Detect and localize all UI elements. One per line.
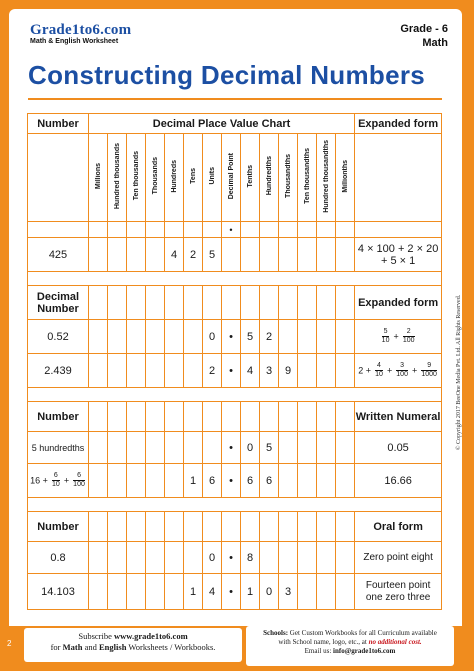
example-tens: 2 [184,238,203,272]
s3-r2-tenths: 1 [241,574,260,610]
s1-r1-number: 0.52 [28,320,89,354]
pv-millionths: Millionths [341,159,349,193]
s2-r2-tens: 1 [184,464,203,498]
example-hundreds: 4 [165,238,184,272]
site-logo [30,22,131,45]
s2-r2-hundredths: 6 [260,464,279,498]
place-value-table [27,113,442,610]
s1-r2-tenths: 4 [241,354,260,388]
s3-header-number: Number [28,512,89,542]
s2-header-written: Written Numeral [355,402,442,432]
s1-header-expanded: Expanded form [355,286,442,320]
s1-r1-hundredths: 2 [260,320,279,354]
site-name: Grade1to6.com [30,22,132,38]
s1-r2-units: 2 [203,354,222,388]
s3-r2-tens: 1 [184,574,203,610]
empty-cell [355,134,442,222]
s3-r2-number: 14.103 [28,574,89,610]
empty-cell [28,134,89,222]
pv-hundred-thousandths: Hundred thousandths [322,139,330,213]
pv-millions: Millions [94,162,102,190]
subject-text: Math [422,37,448,49]
schools-box: Schools: Get Custom Workbooks for all Curriculum available with School name, logo, etc., at no additional cost. Email us: info@grade1to6.com [246,626,454,666]
s2-r1-dot: • [222,432,241,464]
s1-r2-dot: • [222,354,241,388]
s2-r2-result: 16.66 [355,464,442,498]
s3-r2-hundredths: 0 [260,574,279,610]
title-divider [28,98,442,100]
pv-decimal-point: Decimal Point [227,152,235,200]
s3-r1-dot: • [222,542,241,574]
s3-r2-units: 4 [203,574,222,610]
s3-r1-number: 0.8 [28,542,89,574]
email-link[interactable]: info@grade1to6.com [333,647,396,655]
s1-r2-expanded: 2 + $\frac{4}{10}$ + $\frac{3}{100}$ + $\frac{9}{1000}$ [355,354,442,388]
col-header-expanded: Expanded form [355,114,442,134]
pv-units: Units [208,167,216,185]
s2-header-number: Number [28,402,89,432]
page-title: Constructing Decimal Numbers [28,60,426,90]
s1-r1-dot: • [222,320,241,354]
s1-r2-number: 2.439 [28,354,89,388]
s2-r2-tenths: 6 [241,464,260,498]
s1-r1-tenths: 5 [241,320,260,354]
s3-r2-thousandths: 3 [279,574,298,610]
s1-header-number: Decimal Number [28,286,89,320]
pv-thousands: Thousands [151,157,159,195]
s3-r2-oral: Fourteen point one zero three [355,574,442,610]
example-expanded: 4 × 100 + 2 × 20 + 5 × 1 [355,238,442,272]
s2-r2-dot: • [222,464,241,498]
example-number: 425 [28,238,89,272]
s2-r1-number: 5 hundredths [28,432,89,464]
col-header-chart: Decimal Place Value Chart [89,114,355,134]
s1-r2-hundredths: 3 [260,354,279,388]
grade-text: Grade - 6 [400,23,448,35]
s3-r1-oral: Zero point eight [355,542,442,574]
page-number: 2 [7,639,12,648]
s1-r1-units: 0 [203,320,222,354]
col-header-number: Number [28,114,89,134]
s3-r2-dot: • [222,574,241,610]
s2-r2-number: 16 + $\frac{6}{10}$ + $\frac{6}{100}$ [28,464,89,498]
s2-r1-tenths: 0 [241,432,260,464]
pv-ten-thousandths: Ten thousandths [303,148,311,204]
s3-r1-units: 0 [203,542,222,574]
pv-tenths: Tenths [246,164,254,188]
s2-r1-result: 0.05 [355,432,442,464]
pv-ten-thousands: Ten thousands [132,151,140,201]
subscribe-link[interactable]: www.grade1to6.com [114,631,188,641]
pv-hundred-thousands: Hundred thousands [113,142,121,210]
s1-r2-thousandths: 9 [279,354,298,388]
pv-hundreds: Hundreds [170,159,178,193]
s3-r1-tenths: 8 [241,542,260,574]
pv-thousandths: Thousandths [284,154,292,198]
subscribe-box: Subscribe www.grade1to6.com for Math and English Worksheets / Workbooks. [24,628,242,662]
grade-label [400,22,448,50]
s2-r1-hundredths: 5 [260,432,279,464]
site-tagline: Math & English Worksheet [30,38,119,45]
copyright-notice: © Copyright 2017 BeeOne Media Pvt. Ltd. All Rights Reserved. [456,294,462,450]
s2-r2-units: 6 [203,464,222,498]
decimal-dot: • [222,222,241,238]
s3-header-oral: Oral form [355,512,442,542]
pv-hundredths: Hundredths [265,156,273,196]
example-units: 5 [203,238,222,272]
s1-r1-expanded: $\frac{5}{10}$ + $\frac{2}{100}$ [355,320,442,354]
pv-tens: Tens [189,168,197,184]
